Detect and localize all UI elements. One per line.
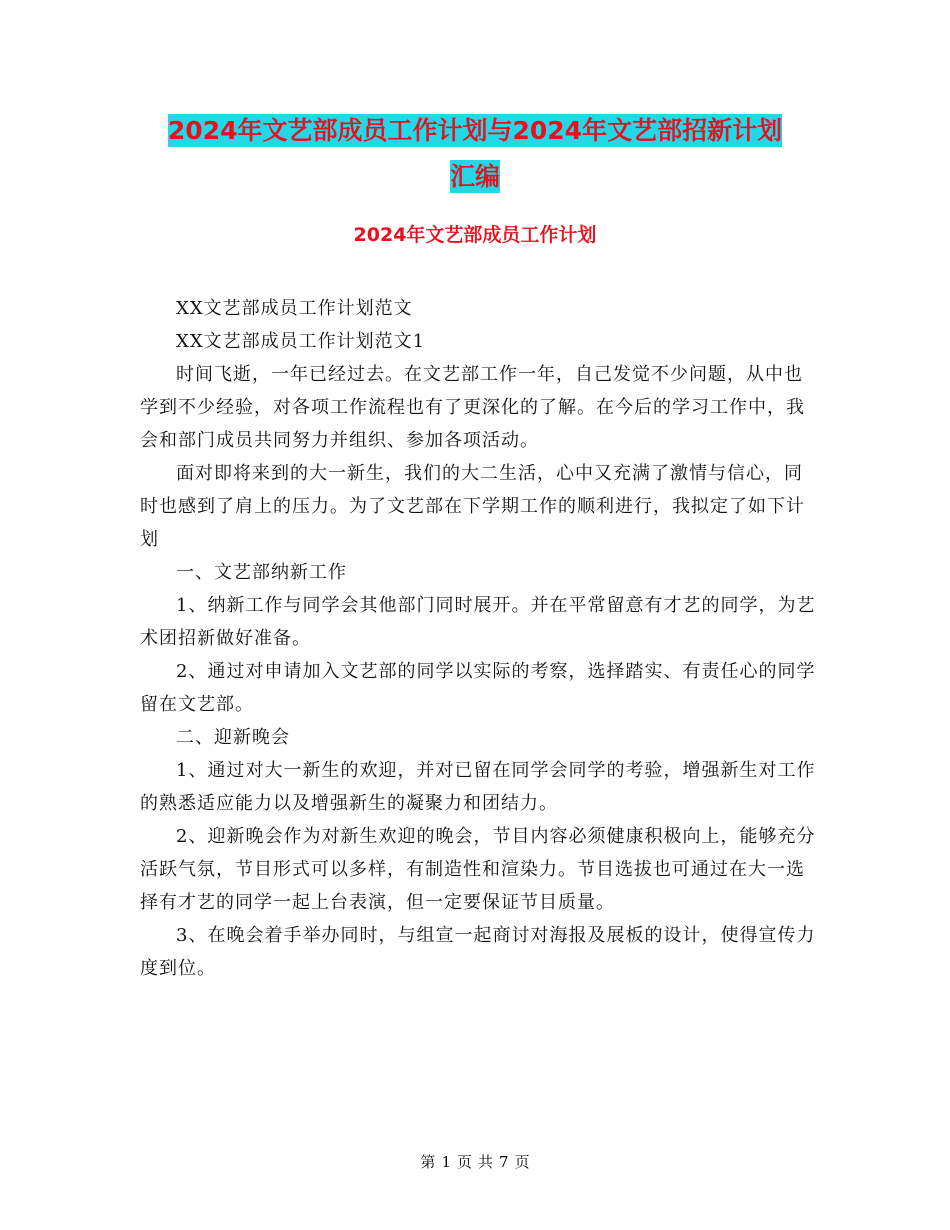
paragraph: 1、纳新工作与同学会其他部门同时展开。并在平常留意有才艺的同学，为艺术团招新做好准备。	[140, 595, 816, 649]
paragraph: XX文艺部成员工作计划范文1	[176, 331, 426, 352]
document-body	[140, 292, 820, 985]
document-title	[0, 108, 950, 200]
paragraph: 时间飞逝，一年已经过去。在文艺部工作一年，自己发觉不少问题，从中也学到不少经验，对各项工作流程也有了更深化的了解。在今后的学习工作中，我会和部门成员共同努力并组织、参加各项活动。	[140, 364, 805, 451]
footer-total-pages: 7	[499, 1153, 509, 1171]
footer-label-total: 共	[478, 1153, 494, 1171]
page-footer	[0, 1152, 950, 1172]
section-heading: 二、迎新晚会	[176, 727, 290, 748]
paragraph: 1、通过对大一新生的欢迎，并对已留在同学会同学的考验，增强新生对工作的熟悉适应能力以及增强新生的凝聚力和团结力。	[140, 760, 816, 814]
footer-page-number: 1	[441, 1153, 451, 1171]
paragraph: 2、通过对申请加入文艺部的同学以实际的考察，选择踏实、有责任心的同学留在文艺部。	[140, 661, 816, 715]
footer-label-page-unit: 页	[456, 1153, 472, 1171]
paragraph: 2、迎新晚会作为对新生欢迎的晚会，节目内容必须健康积极向上，能够充分活跃气氛，节目形式可以多样，有制造性和渲染力。节目选拔也可通过在大一选择有才艺的同学一起上台表演，但一定要保证节目质量。	[140, 826, 816, 913]
section-title: 2024年文艺部成员工作计划	[353, 224, 597, 246]
footer-label-page: 第	[420, 1153, 436, 1171]
paragraph: 3、在晚会着手举办同时，与组宣一起商讨对海报及展板的设计，使得宣传力度到位。	[140, 925, 816, 979]
section-heading: 一、文艺部纳新工作	[176, 562, 347, 583]
paragraph: 面对即将来到的大一新生，我们的大二生活，心中又充满了激情与信心，同时也感到了肩上的压力。为了文艺部在下学期工作的顺利进行，我拟定了如下计划	[140, 463, 805, 550]
paragraph: XX文艺部成员工作计划范文	[176, 298, 413, 319]
title-line-2: 汇编	[449, 162, 500, 191]
title-line-1: 2024年文艺部成员工作计划与2024年文艺部招新计划	[167, 116, 783, 145]
footer-label-total-unit: 页	[514, 1153, 530, 1171]
